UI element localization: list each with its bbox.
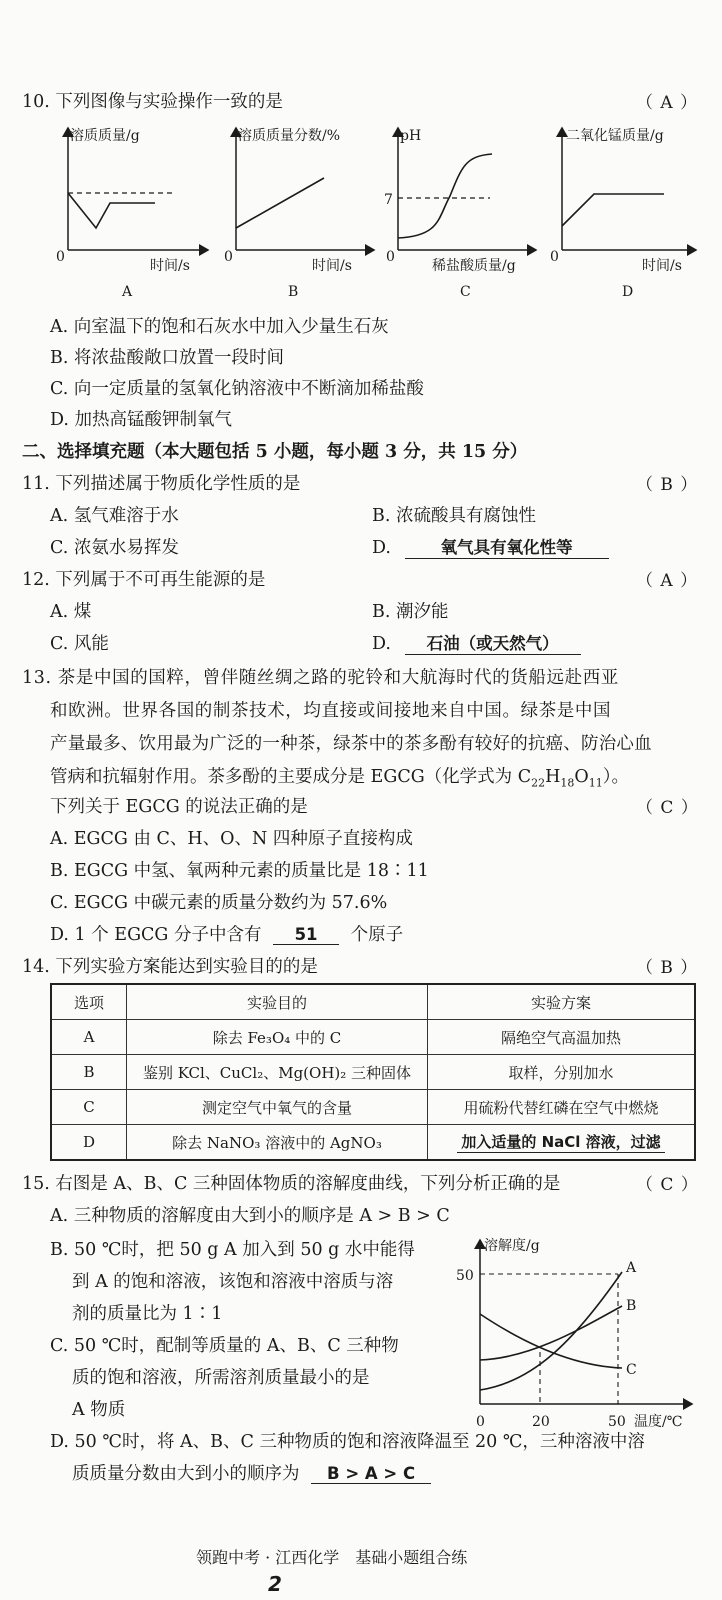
graph-b-xlabel: 时间/s (312, 258, 352, 274)
table-row (51, 1090, 695, 1125)
q14-table (50, 983, 696, 1161)
q11-answer: （ B ） (636, 475, 699, 495)
q10-option-d: D. 加热高锰酸钾制氧气 (50, 410, 233, 430)
q15-option-c-3: A 物质 (72, 1400, 126, 1420)
q15-option-c-2: 质的饱和溶液，所需溶剂质量最小的是 (72, 1368, 370, 1388)
q15-stem: 15. 右图是 A、B、C 三种固体物质的溶解度曲线，下列分析正确的是 (22, 1174, 561, 1194)
q10-graphs (30, 118, 700, 304)
graph-a-xlabel: 时间/s (150, 258, 190, 274)
q13-option-a: A. EGCG 由 C、H、O、N 四种原子直接构成 (50, 829, 413, 849)
table-cell: A (51, 1020, 127, 1055)
table-cell (428, 1125, 696, 1161)
graph-d-ylabel: 二氧化锰质量/g (566, 128, 664, 144)
table-cell: 用硫粉代替红磷在空气中燃烧 (428, 1090, 696, 1125)
graph-b (224, 127, 374, 300)
table-cell: 鉴别 KCl、CuCl₂、Mg(OH)₂ 三种固体 (127, 1055, 428, 1090)
q14-answer: （ B ） (636, 958, 699, 978)
q10-option-a: A. 向室温下的饱和石灰水中加入少量生石灰 (50, 317, 389, 337)
table-cell: 除去 NaNO₃ 溶液中的 AgNO₃ (127, 1125, 428, 1161)
q15-option-b-3: 剂的质量比为 1∶1 (72, 1304, 223, 1324)
q14-stem: 14. 下列实验方案能达到实验目的的是 (22, 957, 318, 977)
graph-xlabel: 温度/℃ (634, 1414, 683, 1430)
q13-option-b: B. EGCG 中氢、氧两种元素的质量比是 18∶11 (50, 861, 429, 881)
q14-fill-answer: 加入适量的 NaCl 溶液，过滤 (457, 1131, 664, 1153)
section-2-header: 二、选择填充题（本大题包括 5 小题，每小题 3 分，共 15 分） (22, 442, 528, 462)
q15-option-d-2 (72, 1460, 431, 1485)
q10-option-b: B. 将浓盐酸敞口放置一段时间 (50, 348, 284, 368)
table-cell: B (51, 1055, 127, 1090)
graph-x0: 0 (476, 1414, 485, 1430)
q15-answer: （ C ） (636, 1175, 699, 1195)
formula-end: ）。 (602, 767, 630, 787)
graph-ylabel: 溶解度/g (484, 1238, 540, 1254)
table-cell: 隔绝空气高温加热 (428, 1020, 696, 1055)
q15-option-b-1: B. 50 ℃时，把 50 g A 加入到 50 g 水中能得 (50, 1240, 415, 1260)
q13-option-d (50, 921, 403, 946)
page-footer: 领跑中考 · 江西化学 基础小题组合练 (196, 1548, 468, 1567)
solubility-graph (456, 1232, 702, 1430)
q12-option-b: B. 潮汐能 (372, 602, 449, 622)
graph-d (550, 128, 696, 300)
graph-a-origin: 0 (56, 249, 65, 265)
graph-b-origin: 0 (224, 249, 233, 265)
q11-stem: 11. 下列描述属于物质化学性质的是 (22, 474, 301, 494)
q13-option-c: C. EGCG 中碳元素的质量分数约为 57.6% (50, 893, 388, 913)
curve-c (480, 1314, 622, 1368)
q12-answer: （ A ） (636, 571, 699, 591)
graph-c-ylabel: pH (400, 128, 422, 144)
q10-option-c: C. 向一定质量的氢氧化钠溶液中不断滴加稀盐酸 (50, 379, 424, 399)
q13-option-d-label: D. 1 个 EGCG 分子中含有 (50, 925, 262, 945)
graph-d-caption: D (622, 284, 634, 300)
q15-option-d-2-text: 质质量分数由大到小的顺序为 (72, 1464, 300, 1484)
q13-option-d-end: 个原子 (350, 925, 404, 945)
formula-o: O (574, 767, 589, 787)
q15-option-b-2: 到 A 的饱和溶液，该饱和溶液中溶质与溶 (72, 1272, 394, 1292)
q12-option-a: A. 煤 (50, 602, 92, 622)
table-header-purpose: 实验目的 (127, 984, 428, 1020)
q12-stem: 12. 下列属于不可再生能源的是 (22, 570, 266, 590)
q12-option-d (372, 630, 581, 655)
graph-a-ylabel: 溶质质量/g (70, 128, 140, 144)
q13-line-2: 和欧洲。世界各国的制茶技术，均直接或间接地来自中国。绿茶是中国 (50, 701, 612, 721)
graph-c-origin: 0 (386, 249, 395, 265)
series-c-label: C (626, 1362, 637, 1378)
q10-answer: （ A ） (636, 93, 699, 113)
q15-fill-answer: B > A > C (311, 1464, 431, 1484)
table-cell: 除去 Fe₃O₄ 中的 C (127, 1020, 428, 1055)
q11-option-d (372, 534, 609, 559)
graph-tick-50: 50 (456, 1268, 474, 1284)
graph-a (56, 127, 208, 300)
graph-b-caption: B (288, 284, 299, 300)
graph-d-xlabel: 时间/s (642, 258, 682, 274)
q11-option-c: C. 浓氨水易挥发 (50, 538, 179, 558)
table-header-row (51, 984, 695, 1020)
graph-b-ylabel: 溶质质量分数/% (238, 128, 341, 144)
table-row (51, 1020, 695, 1055)
q13-answer: （ C ） (636, 798, 699, 818)
graph-x20: 20 (532, 1414, 550, 1430)
q13-line-5: 下列关于 EGCG 的说法正确的是 (50, 797, 308, 817)
graph-c-xlabel: 稀盐酸质量/g (432, 258, 516, 274)
table-cell: D (51, 1125, 127, 1161)
formula-sub-o: 11 (588, 776, 603, 790)
graph-c-tick-7: 7 (384, 192, 393, 208)
formula-sub-h: 18 (560, 776, 575, 790)
q13-fill-answer: 51 (273, 925, 339, 945)
q10-stem: 10. 下列图像与实验操作一致的是 (22, 92, 283, 112)
q11-option-b: B. 浓硫酸具有腐蚀性 (372, 506, 536, 526)
series-a-label: A (626, 1260, 637, 1276)
formula-h: H (545, 767, 561, 787)
q15-option-c-1: C. 50 ℃时，配制等质量的 A、B、C 三种物 (50, 1336, 399, 1356)
q11-fill-answer: 氧气具有氧化性等 (405, 534, 609, 559)
graph-d-origin: 0 (550, 249, 559, 265)
table-cell: 取样，分别加水 (428, 1055, 696, 1090)
q12-option-d-label: D. (372, 634, 391, 654)
graph-a-caption: A (122, 284, 133, 300)
table-row (51, 1055, 695, 1090)
q13-line-4-text: 管病和抗辐射作用。茶多酚的主要成分是 EGCG（化学式为 C (50, 767, 532, 787)
graph-c-caption: C (460, 284, 471, 300)
table-cell: 测定空气中氧气的含量 (127, 1090, 428, 1125)
q13-line-1: 13. 茶是中国的国粹，曾伴随丝绸之路的驼铃和大航海时代的货船远赴西亚 (22, 668, 619, 688)
table-header-plan: 实验方案 (428, 984, 696, 1020)
table-header-option: 选项 (51, 984, 127, 1020)
q15-option-d-1: D. 50 ℃时，将 A、B、C 三种物质的饱和溶液降温至 20 ℃，三种溶液中溶 (50, 1432, 645, 1452)
q12-option-c: C. 风能 (50, 634, 109, 654)
curve-a (480, 1272, 622, 1390)
formula-sub-c: 22 (531, 776, 546, 790)
q12-fill-answer: 石油（或天然气） (405, 630, 581, 655)
series-b-label: B (626, 1298, 637, 1314)
table-cell: C (51, 1090, 127, 1125)
q13-line-4 (50, 763, 629, 790)
q13-line-3: 产量最多、饮用最为广泛的一种茶，绿茶中的茶多酚有较好的抗癌、防治心血 (50, 734, 652, 754)
graph-c (384, 128, 536, 300)
table-row (51, 1125, 695, 1161)
q11-option-d-label: D. (372, 538, 391, 558)
graph-x50: 50 (608, 1414, 626, 1430)
q11-option-a: A. 氢气难溶于水 (50, 506, 179, 526)
q15-option-a: A. 三种物质的溶解度由大到小的顺序是 A > B > C (50, 1206, 450, 1226)
page-number: 2 (268, 1572, 282, 1596)
